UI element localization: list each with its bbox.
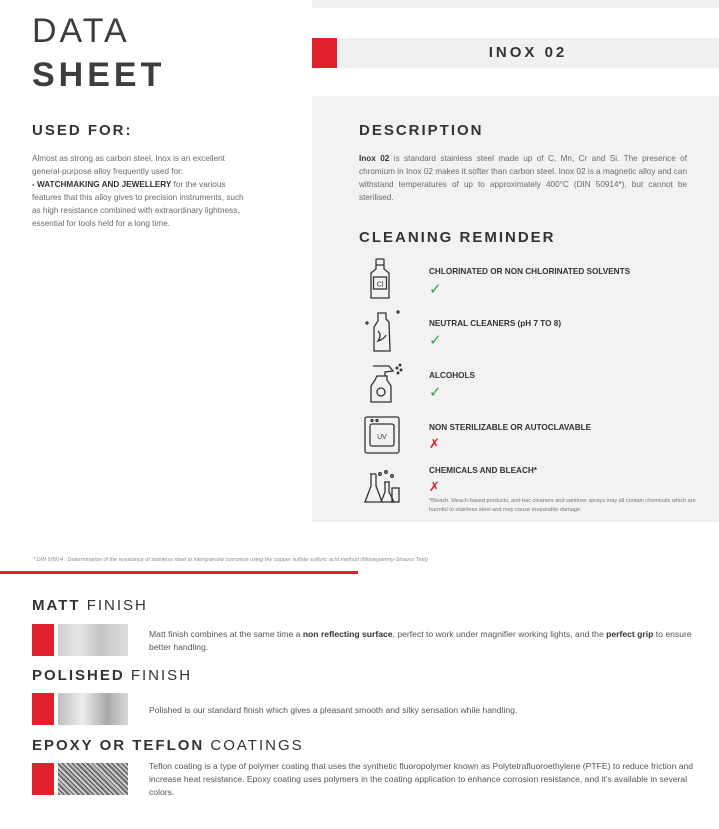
cleaning-item-label: NEUTRAL CLEANERS (pH 7 TO 8) [429,319,562,328]
description-bold: Inox 02 [359,154,390,163]
matt-finish-text [149,628,694,654]
cleaning-item-cross-icon: ✗ [429,436,440,451]
coatings-swatch [58,763,128,795]
polished-finish-swatch [58,693,128,725]
solvent-bottle-icon [368,258,392,300]
polished-title-bold: POLISHED [32,667,125,684]
description-heading: DESCRIPTION [359,122,484,139]
cleaning-item-check-icon: ✓ [429,281,442,298]
cleaning-heading: CLEANING REMINDER [359,229,556,246]
matt-text-bold1: non reflecting surface [302,629,393,639]
chemicals-icon [362,468,402,508]
description-body: is standard stainless steel made up of C, Mn, Cr and Si. The presence of chromium in Inox 02 makes it softer than carbon steel. Inox 02 is a magnetic alloy and can withstand temperatures of up to approximately 400°C (DIN 50914*), but cannot be sterilised. [359,154,688,202]
matt-text-bold2: perfect grip [606,629,654,639]
matt-title-bold: MATT [32,597,81,614]
coatings-title-bold: EPOXY OR TEFLON [32,737,205,754]
polished-finish-title [32,667,192,684]
coatings-title [32,737,304,754]
polished-title-light: FINISH [124,667,193,684]
matt-text-a: Matt finish combines at the same time a [149,629,303,639]
red-divider [0,571,358,574]
coatings-title-light: COATINGS [204,737,304,754]
used-for-intro: Almost as strong as carbon steel, Inox is an excellent general-purpose alloy frequently used for: [32,154,225,176]
din-footnote: * DIN 50914 : Determination of the resistance of stainless steel to intergranular corrosion using the copper sulfate sulfuric acid method (Moneypenny-Strauss Test) [33,557,428,563]
cleaning-item-check-icon: ✓ [429,384,442,401]
coatings-text: Teflon coating is a type of polymer coating that uses the synthetic fluoropolymer known as Polytetrafluoroethylene (PTFE) to reduce friction and increase heat resistance. Epoxy coating uses polymers in the coating application to enhance corrosion resistance, and it's available in several colors. [149,761,694,797]
coatings-red-marker [32,763,54,795]
used-for-heading: USED FOR: [32,122,133,139]
cleaning-item-label: CHLORINATED OR NON CHLORINATED SOLVENTS [429,267,631,276]
product-red-marker [312,38,337,68]
matt-text-c: to ensure better handling. [149,629,692,652]
detergent-bottle-icon [362,309,404,353]
used-for-bullet-text: for the various features that this alloy gives to precision instruments, such as high resistance combined with extraordinary lightness, essential for tools held for a long time. [32,180,244,228]
cleaning-item-cross-icon: ✗ [429,479,440,494]
top-grey-bar [312,0,719,8]
matt-finish-swatch [58,624,128,656]
used-for-text [32,152,252,230]
polished-finish-text: Polished is our standard finish which gives a pleasant smooth and silky sensation while handling. [149,705,518,715]
matt-text-b: , perfect to work under magnifier working lights, and the [392,629,607,639]
spray-bottle-icon [365,362,407,404]
description-text [359,152,687,204]
matt-red-marker [32,624,54,656]
matt-title-light: FINISH [80,597,148,614]
product-name: INOX 02 [488,44,568,61]
cleaning-note: *Bleach, bleach-based products, anti-bac cleaners and sanitizer sprays may all contain chemicals which are harmful to stainless steel and may cause irreparable damage. [429,498,696,513]
svg-text:UV: UV [377,434,387,441]
used-for-bullet-title: - WATCHMAKING AND JEWELLERY [32,180,172,189]
cleaning-item-label: ALCOHOLS [429,371,475,380]
svg-text:Cl: Cl [376,281,384,289]
polished-red-marker [32,693,54,725]
autoclave-icon [364,416,400,454]
cleaning-item-label: CHEMICALS AND BLEACH* [429,466,537,475]
matt-finish-title [32,597,148,614]
page-title-line1: DATA [32,12,130,50]
cleaning-item-check-icon: ✓ [429,332,442,349]
page-title-line2: SHEET [32,56,166,94]
cleaning-item-label: NON STERILIZABLE OR AUTOCLAVABLE [429,423,592,432]
